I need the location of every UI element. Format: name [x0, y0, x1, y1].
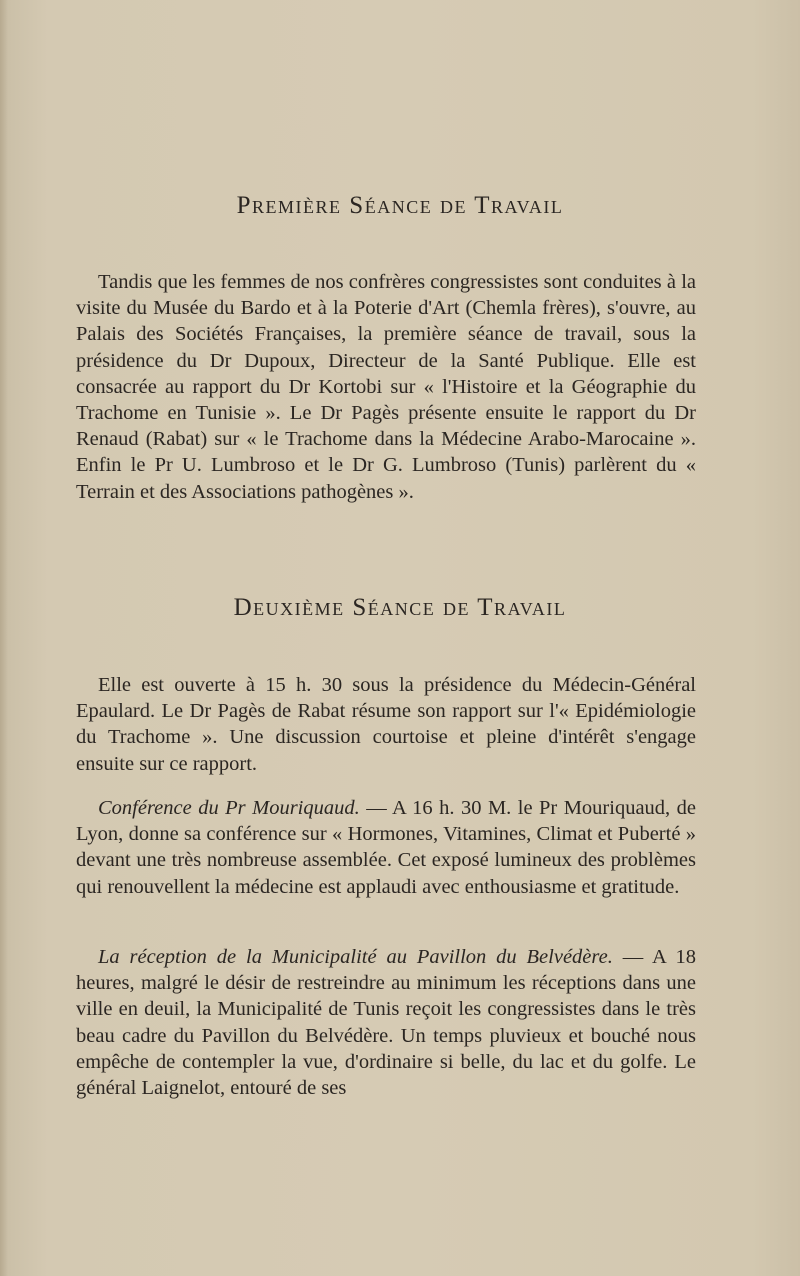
- section-heading-first-session: Première Séance de Travail: [236, 192, 564, 219]
- paragraph-second-session: Elle est ouverte à 15 h. 30 sous la présidence du Médecin-Général Epaulard. Le Dr Pagès de Rabat résume son rapport sur l'« Epidémiologie du Trachome ». Une discussion courtoise et pleine d'intérêt s'engage ensuite sur ce rapport.: [76, 674, 696, 775]
- paragraph-conference: [76, 795, 696, 900]
- section-heading-second-session: Deuxième Séance de Travail: [233, 594, 567, 621]
- conference-text: — A 16 h. 30 M. le Pr Mouriquaud, de Lyon, donne sa conférence sur « Hormones, Vitamines, Climat et Puberté » devant une très nombreuse assemblée. Cet exposé lumineux des problèmes qui renouvellent la médecine est applaudi avec enthousiasme et gratitude.: [76, 797, 696, 898]
- reception-text: — A 18 heures, malgré le désir de restreindre au minimum les réceptions dans une ville en deuil, la Municipalité de Tunis reçoit les congressistes dans le très beau cadre du Pavillon du Belvédère. Un temps pluvieux et bouché nous empêche de contempler la vue, d'ordinaire si belle, du lac et du golfe. Le général Laignelot, entouré de ses: [76, 946, 696, 1100]
- paragraph-first-session: Tandis que les femmes de nos confrères congressistes sont conduites à la visite du Musée du Bardo et à la Poterie d'Art (Chemla frères), s'ouvre, au Palais des Sociétés Françaises, la première séance de travail, sous la présidence du Dr Dupoux, Directeur de la Santé Publique. Elle est consacrée au rapport du Dr Kortobi sur « l'Histoire et la Géographie du Trachome en Tunisie ». Le Dr Pagès présente ensuite le rapport du Dr Renaud (Rabat) sur « le Trachome dans la Médecine Arabo-Marocaine ». Enfin le Pr U. Lumbroso et le Dr G. Lumbroso (Tunis) parlèrent du « Terrain et des Associations pathogènes ».: [76, 271, 696, 503]
- paragraph-reception: [76, 944, 696, 1101]
- reception-title: La réception de la Municipalité au Pavillon du Belvédère.: [98, 946, 613, 968]
- conference-title: Conférence du Pr Mouriquaud.: [98, 797, 360, 819]
